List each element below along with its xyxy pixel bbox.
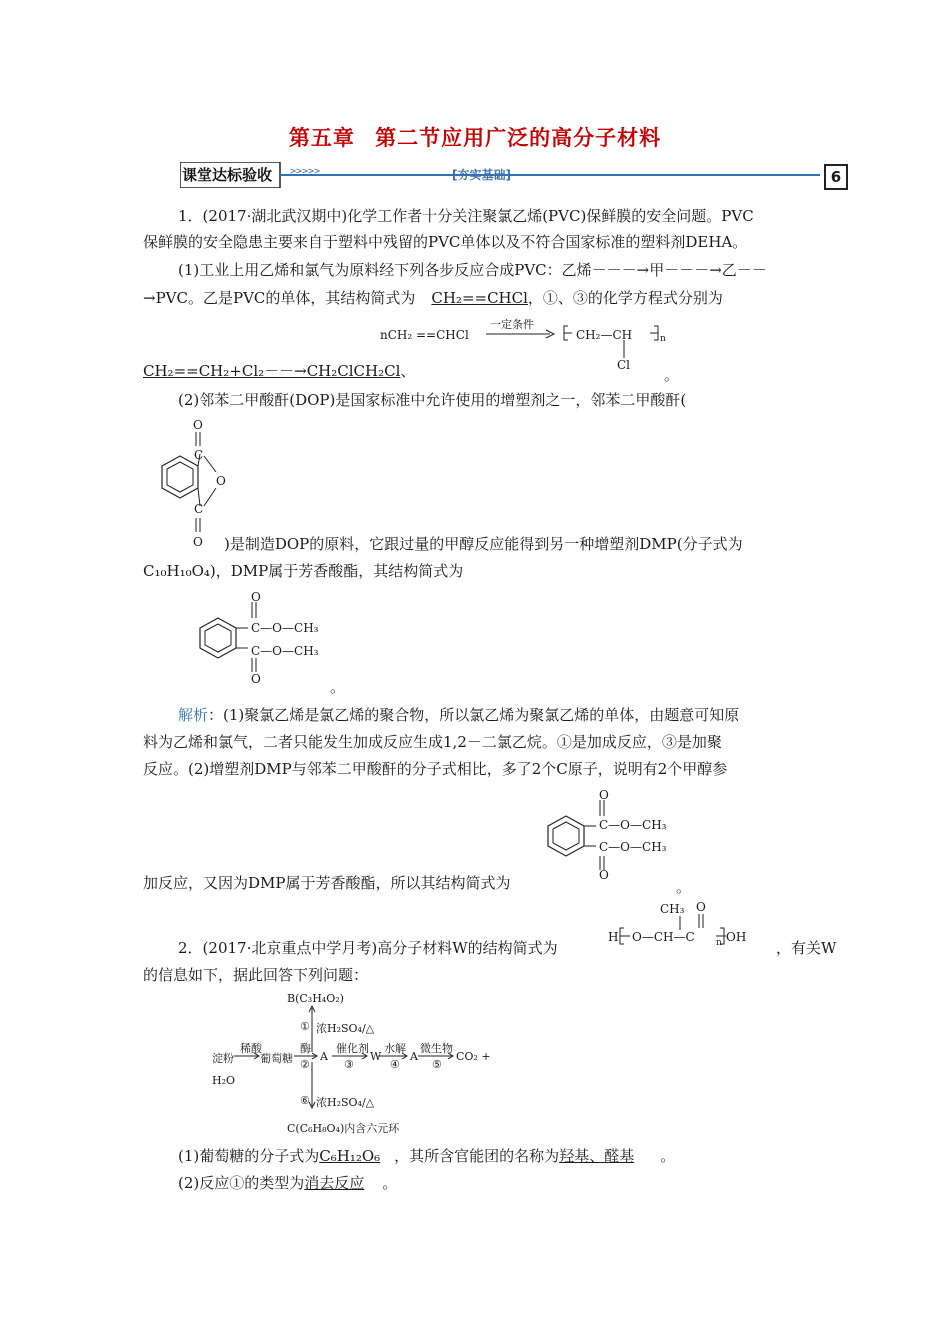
q2-line2: 的信息如下，据此回答下列问题： (143, 966, 369, 984)
w-h: H (608, 930, 619, 944)
analysis-label: 解析 (178, 706, 209, 724)
analysis-line4: 加反应，又因为DMP属于芳香酸酯，所以其结构简式为 (143, 874, 511, 892)
scheme-b: B(C₃H₄O₂) (287, 992, 344, 1005)
w-n: n (716, 938, 722, 948)
q2-answer1-text: (1)葡萄糖的分子式为 (178, 1147, 320, 1165)
dmp2-ester-bottom: C—O—CH₃ (599, 840, 667, 854)
q1-intro-line2: 保鲜膜的安全隐患主要来自于塑料中残留的PVC单体以及不符合国家标准的塑料剂DEHA。 (143, 233, 748, 251)
reaction-scheme-lines (210, 990, 510, 1140)
page-title (0, 122, 950, 152)
analysis-end-mark: 。 (676, 878, 692, 896)
anhydride-o-bottom: O (193, 535, 203, 549)
anhydride-o-ring: O (216, 474, 226, 488)
scheme-glucose: 葡萄糖 (260, 1052, 293, 1065)
band-arrows: >>>>> (290, 166, 321, 177)
scheme-catalyst: 催化剂 (336, 1042, 369, 1055)
band-tag: [夯实基础] (452, 168, 511, 182)
scheme-step3: ③ (344, 1058, 354, 1071)
q1-part1-line2 (143, 285, 843, 311)
reaction-arrow (486, 328, 556, 340)
scheme-step6: ⑥ (300, 1094, 310, 1107)
q2-answer2-text: (2)反应①的类型为 (178, 1174, 305, 1192)
dmp-ester-top: C—O—CH₃ (251, 621, 319, 635)
w-carbonyl-o: O (696, 900, 706, 914)
dmp-ester-bottom: C—O—CH₃ (251, 644, 319, 658)
scheme-a1: A (320, 1050, 328, 1063)
scheme-enzyme: 酶 (300, 1042, 311, 1055)
analysis-line1 (178, 702, 878, 728)
q2-line1-end: ，有关W (776, 939, 837, 957)
dmp-o-bottom: O (251, 672, 261, 686)
w-oh: OH (726, 930, 747, 944)
dmp-structure (196, 590, 336, 690)
band-label: 课堂达标验收 (182, 166, 273, 184)
reaction-type: 消去反应 (304, 1174, 365, 1192)
q1-part2-line3: C₁₀H₁₀O₄)，DMP属于芳香酸酯，其结构简式为 (143, 562, 464, 580)
scheme-step4: ④ (390, 1058, 400, 1071)
q2-answer2-end: 。 (382, 1174, 398, 1192)
chapter-title: 第五章 (288, 126, 355, 150)
scheme-products: CO₂ + (456, 1050, 491, 1063)
scheme-hydrolysis: 水解 (384, 1042, 406, 1055)
q1-part1-answer: CH₂==CHCl (431, 289, 528, 307)
scheme-starch: 淀粉 (212, 1052, 234, 1065)
section-title: 第二节应用广泛的高分子材料 (375, 126, 662, 150)
q1-part1-text: →PVC。乙是PVC的单体，其结构简式为 (143, 289, 416, 307)
q1-part1-line1: (1)工业上用乙烯和氯气为原料经下列各步反应合成PVC：乙烯－－－→甲－－－→乙－－ (178, 261, 767, 279)
scheme-step1: ① (300, 1020, 310, 1033)
pvc-cl: Cl (617, 358, 631, 372)
dmp2-o-top: O (599, 788, 609, 802)
polymerization-condition: 一定条件 (490, 318, 534, 331)
eq-separator: 、 (400, 362, 416, 380)
q1-part1-text2: ，①、③的化学方程式分别为 (527, 289, 723, 307)
section-band (180, 162, 848, 188)
dmp2-o-bottom: O (599, 868, 609, 882)
anhydride-c-bottom: C (194, 502, 204, 516)
dmp2-ester-top: C—O—CH₃ (599, 818, 667, 832)
scheme-a2: A (410, 1050, 418, 1063)
q1-part2-line2: )是制造DOP的原料，它跟过量的甲醇反应能得到另一种增塑剂DMP(分子式为 (224, 535, 743, 553)
band-number: 6 (824, 164, 848, 190)
analysis-line2: 料为乙烯和氯气，二者只能发生加成反应生成1,2－二氯乙烷。①是加成反应，③是加聚 (143, 733, 722, 751)
anhydride-c-top: C (194, 448, 204, 462)
q2-answer1-end: 。 (660, 1147, 676, 1165)
q1-part2-line1: (2)邻苯二甲酸酐(DOP)是国家标准中允许使用的增塑剂之一，邻苯二甲酸酐( (178, 391, 687, 409)
pvc-n: n (660, 334, 666, 344)
q2-answer2 (178, 1170, 878, 1196)
dmp-end-mark: 。 (330, 678, 346, 696)
q2-answer1-mid: ，其所含官能团的名称为 (394, 1147, 560, 1165)
w-ch3: CH₃ (660, 902, 685, 916)
scheme-w: W (370, 1050, 382, 1063)
q2-answer1 (178, 1143, 878, 1169)
eq-end-mark: 。 (664, 366, 680, 384)
scheme-microbe: 微生物 (420, 1042, 453, 1055)
functional-groups: 羟基、醛基 (559, 1147, 635, 1165)
polymerization-reactant: nCH₂ ==CHCl (380, 328, 469, 342)
anhydride-o-top: O (193, 418, 203, 432)
w-chain: O—CH—C (632, 930, 695, 944)
dmp-o-top: O (251, 590, 261, 604)
scheme-acid: 稀酸 (240, 1042, 262, 1055)
analysis-text1: ：(1)聚氯乙烯是氯乙烯的聚合物，所以氯乙烯为聚氯乙烯的单体，由题意可知原 (208, 706, 740, 724)
q1-intro-line1: 1．(2017·湖北武汉期中)化学工作者十分关注聚氯乙烯(PVC)保鲜膜的安全问题。PVC (178, 207, 754, 225)
chlorination-equation: CH₂==CH₂+Cl₂－－→CH₂ClCH₂Cl (143, 362, 401, 380)
scheme-step5: ⑤ (432, 1058, 442, 1071)
pvc-chain: CH₂—CH (576, 328, 633, 342)
q1-eq-line (143, 358, 843, 384)
glucose-formula: C₆H₁₂O₆ (319, 1147, 381, 1165)
scheme-c: C(C₆H₈O₄)内含六元环 (287, 1122, 400, 1135)
scheme-cond6: 浓H₂SO₄/△ (316, 1096, 375, 1109)
analysis-line3: 反应。(2)增塑剂DMP与邻苯二甲酸酐的分子式相比，多了2个C原子，说明有2个甲醇参 (143, 760, 728, 778)
scheme-cond1: 浓H₂SO₄/△ (316, 1022, 375, 1035)
q2-line1: 2．(2017·北京重点中学月考)高分子材料W的结构简式为 (178, 939, 558, 957)
scheme-water: H₂O (212, 1074, 236, 1087)
scheme-step2: ② (300, 1058, 310, 1071)
